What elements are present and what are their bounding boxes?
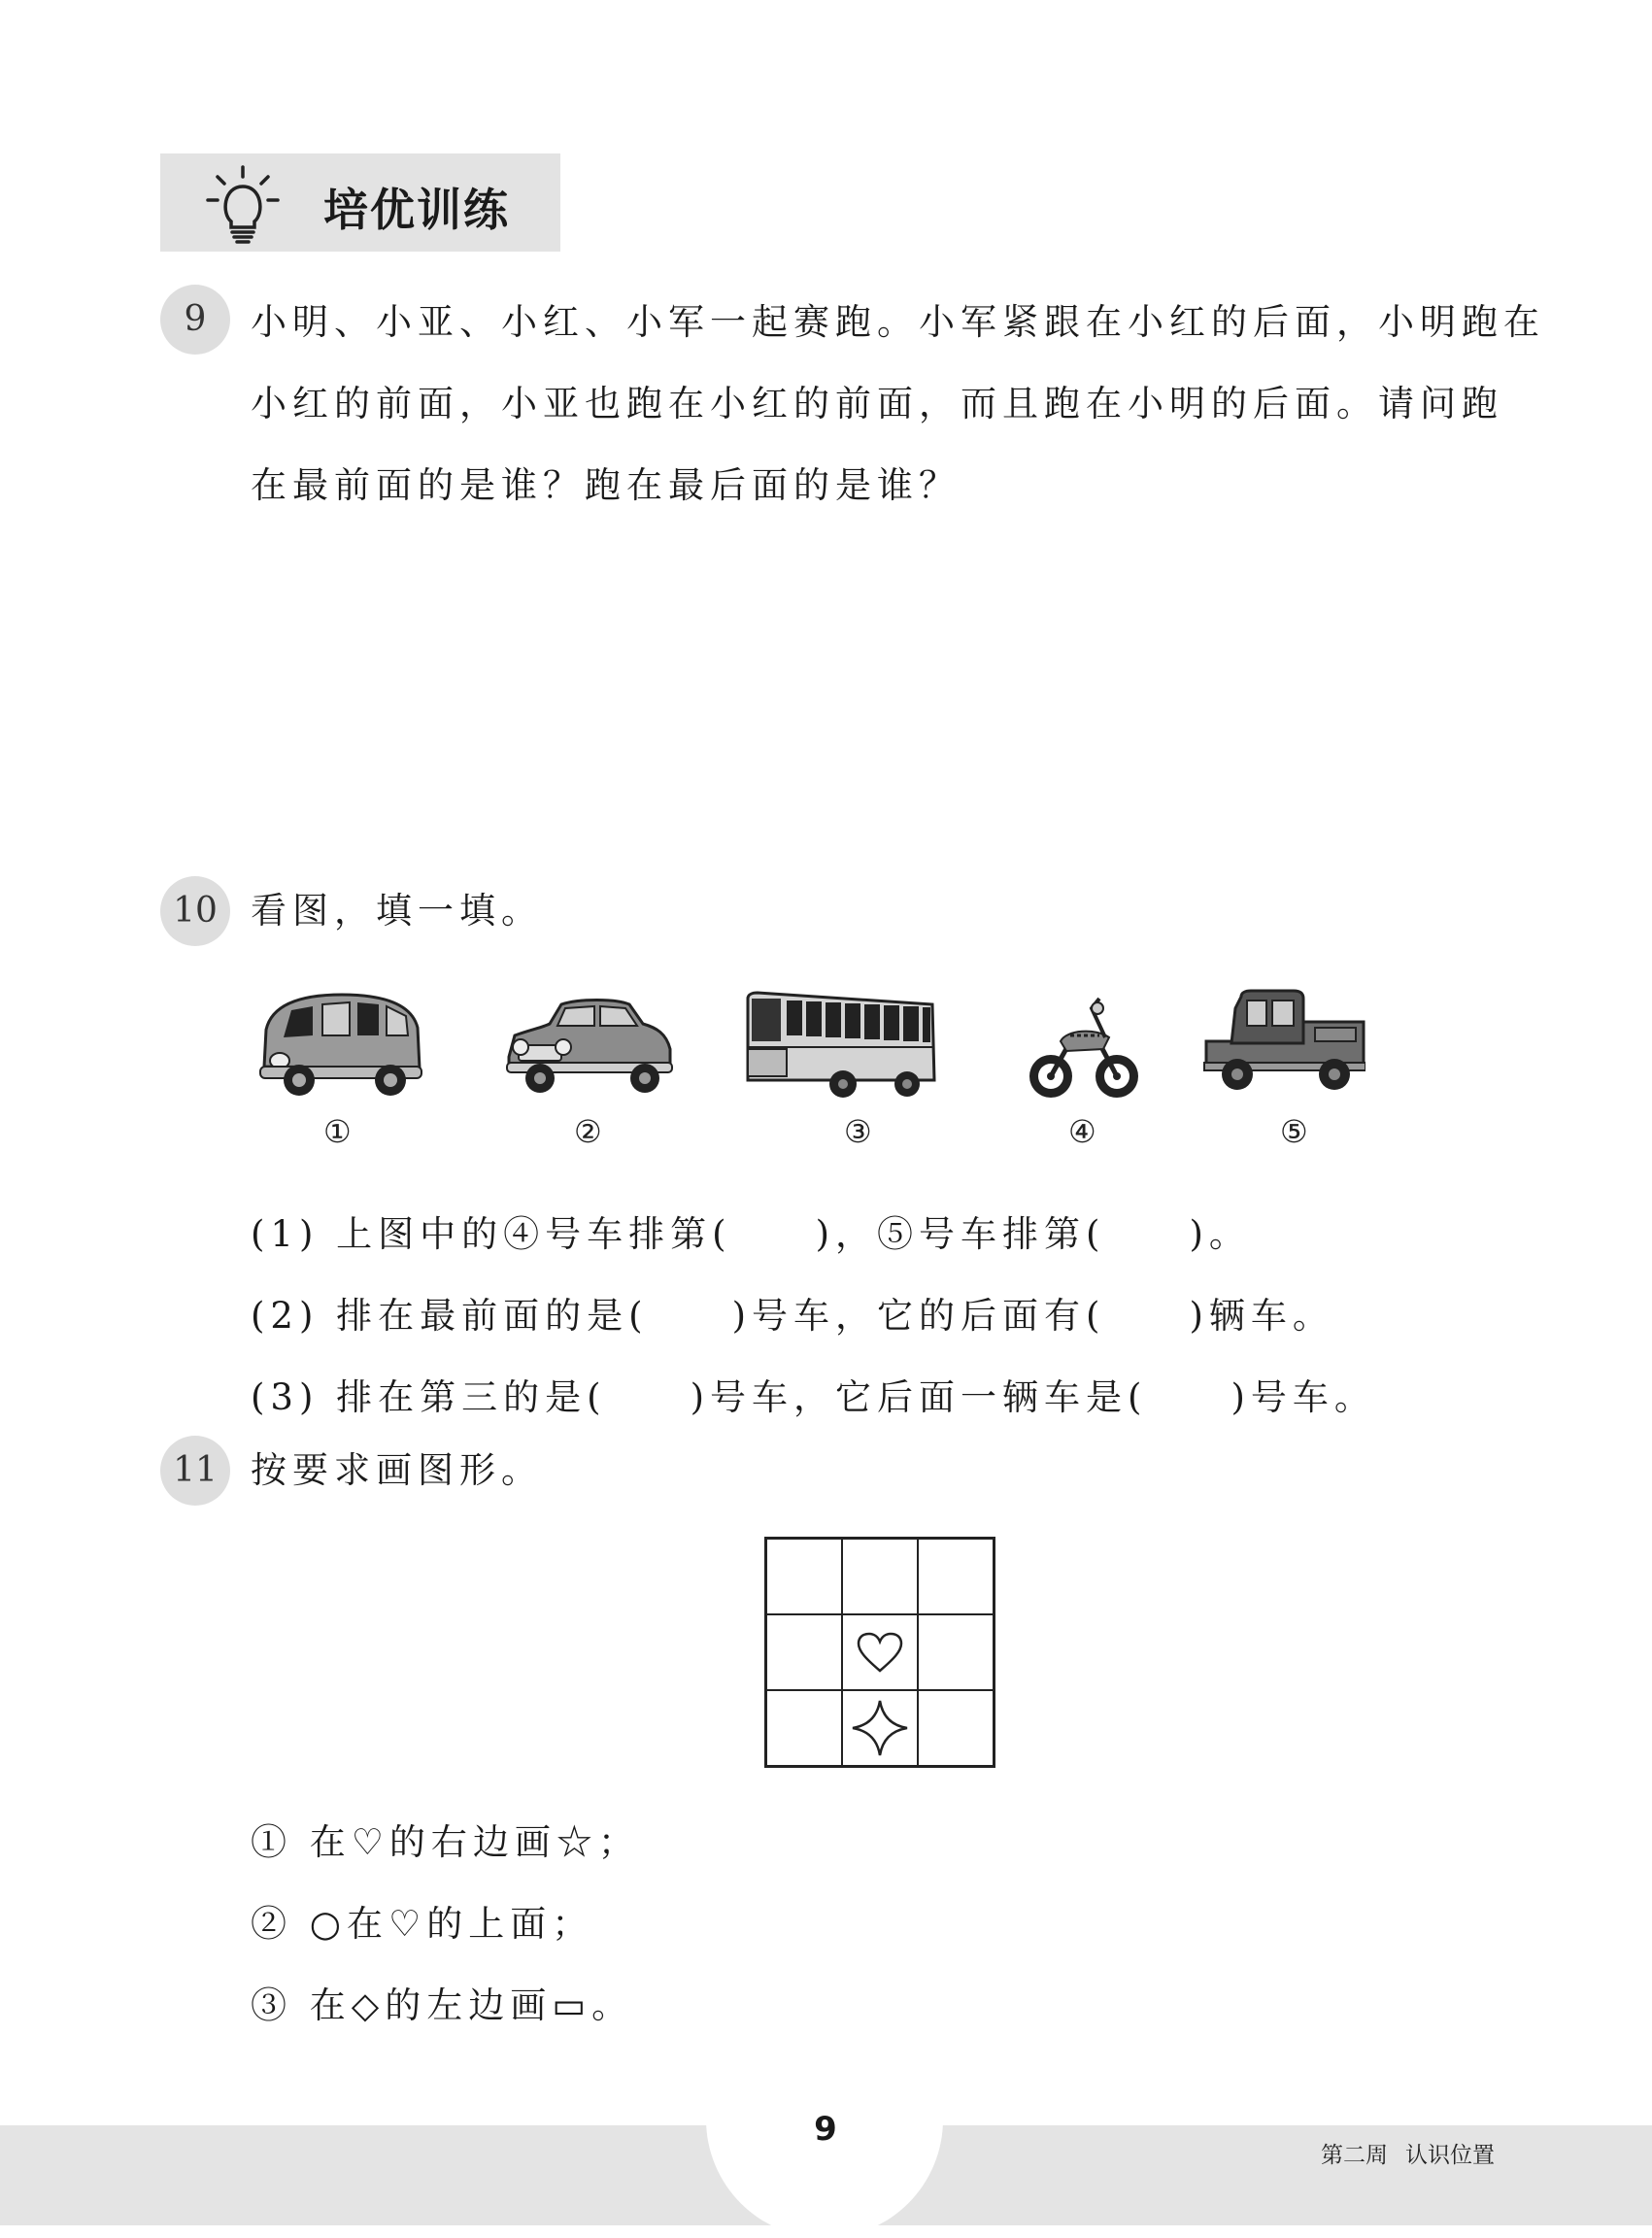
grid-cell xyxy=(918,1614,994,1690)
heart-icon xyxy=(857,1632,903,1673)
grid-cell xyxy=(842,1614,918,1690)
grid-cell xyxy=(842,1539,918,1614)
instruction: ② ○在♡的上面； xyxy=(251,1903,594,1945)
question-11-prompt: 按要求画图形。 xyxy=(251,1449,543,1491)
bus-icon xyxy=(748,993,934,1098)
vehicle-label: ⑤ xyxy=(1280,1113,1308,1150)
section-banner xyxy=(160,153,560,252)
motorcycle-icon xyxy=(1029,999,1138,1098)
van-icon xyxy=(253,991,427,1100)
vehicle-label: ① xyxy=(323,1113,352,1150)
subquestion: (1) 上图中的④号车排第( )，⑤号车排第( )。 xyxy=(251,1213,1251,1255)
grid-cell xyxy=(842,1690,918,1766)
footer-topic: 认识位置 xyxy=(1405,2143,1495,2168)
question-number-10: 10 xyxy=(160,876,230,946)
vehicle-label: ② xyxy=(574,1113,602,1150)
question-9-line: 在最前面的是谁？跑在最后面的是谁？ xyxy=(251,464,961,506)
question-10-prompt: 看图，填一填。 xyxy=(251,890,543,932)
instruction: ③ 在◇的左边画▭。 xyxy=(251,1984,634,2026)
footer-chapter xyxy=(1321,2137,1512,2169)
section-title: 培优训练 xyxy=(323,184,510,236)
grid-cell xyxy=(918,1690,994,1766)
instruction: ① 在♡的右边画☆； xyxy=(251,1821,640,1863)
question-9-line: 小明、小亚、小红、小军一起赛跑。小军紧跟在小红的后面，小明跑在 xyxy=(251,301,1545,343)
four-point-star-icon xyxy=(851,1699,909,1757)
lightbulb-icon xyxy=(204,163,282,245)
question-number-11: 11 xyxy=(160,1436,230,1506)
car-icon xyxy=(507,1000,672,1094)
subquestion: (3) 排在第三的是( )号车，它后面一辆车是( )号车。 xyxy=(251,1376,1376,1418)
grid-cell xyxy=(918,1539,994,1614)
pickup-truck-icon xyxy=(1204,991,1365,1090)
question-9-line: 小红的前面，小亚也跑在小红的前面，而且跑在小明的后面。请问跑 xyxy=(251,383,1503,424)
grid-cell xyxy=(766,1614,842,1690)
subquestion: (2) 排在最前面的是( )号车，它的后面有( )辆车。 xyxy=(251,1295,1334,1337)
question-9-text xyxy=(251,282,1545,526)
footer-week: 第二周 xyxy=(1321,2143,1388,2168)
position-grid xyxy=(764,1537,995,1768)
vehicle-label: ④ xyxy=(1068,1113,1096,1150)
vehicle-label: ③ xyxy=(844,1113,872,1150)
page-number: 9 xyxy=(814,2110,837,2149)
grid-cell xyxy=(766,1690,842,1766)
grid-cell xyxy=(766,1539,842,1614)
question-number-9: 9 xyxy=(160,285,230,355)
